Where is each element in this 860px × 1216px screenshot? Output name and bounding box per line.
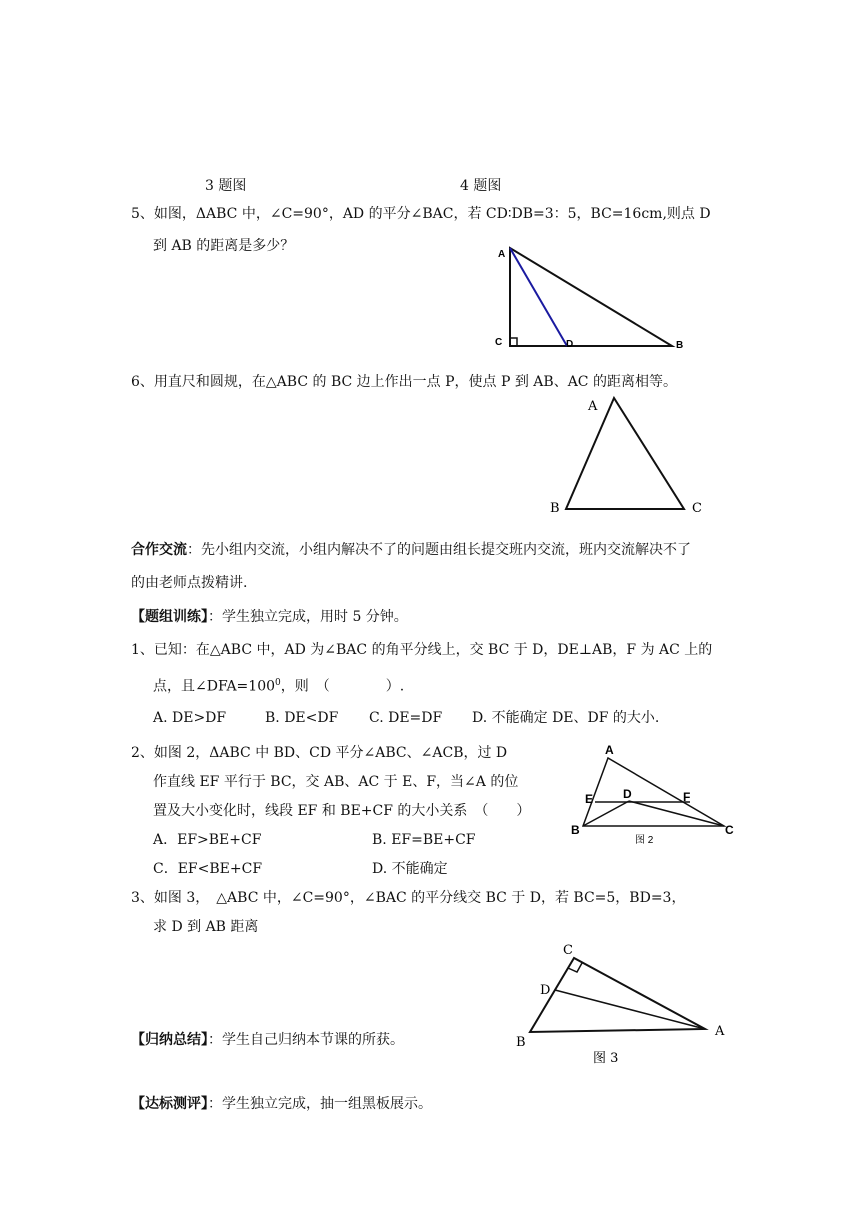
- figure-2-caption: 图 2: [635, 835, 654, 846]
- triangle-abc: [510, 248, 672, 346]
- summary-title: 【归纳总结】: [131, 1032, 208, 1048]
- label-c: C: [563, 943, 573, 958]
- q6-text: 6、用直尺和圆规，在△ABC 的 BC 边上作出一点 P，使点 P 到 AB、AC 的距离相等。: [131, 374, 677, 390]
- label-b: B: [550, 501, 560, 516]
- q5-line-2: 到 AB 的距离是多少？: [153, 238, 295, 254]
- label-a: A: [605, 743, 614, 757]
- g3-line-2: 求 D 到 AB 距离: [153, 919, 259, 935]
- assessment-line: [131, 1094, 432, 1114]
- g2-line-1: 2、如图 2，ΔABC 中 BD、CD 平分∠ABC、∠ACB，过 D: [131, 745, 508, 761]
- g1-line-2-text: 点，且∠DFA=100: [153, 678, 276, 695]
- label-b: B: [676, 340, 684, 351]
- label-d: D: [623, 787, 632, 801]
- cooperate-line-1: [131, 540, 691, 560]
- triangle-abc: [530, 958, 705, 1032]
- label-e: E: [585, 792, 594, 806]
- group-training-line: [131, 607, 408, 627]
- label-a: A: [498, 249, 506, 260]
- figure-2: [565, 740, 745, 852]
- right-angle-mark: [510, 338, 517, 346]
- g1-line-2: [153, 673, 404, 697]
- g1-option-d: D. 不能确定 DE、DF 的大小.: [472, 710, 660, 726]
- g2-option-c: C．EF<BE+CF: [153, 861, 263, 877]
- q5-right-triangle-figure: [490, 240, 690, 355]
- label-a: A: [588, 399, 598, 414]
- triangle-abc: [566, 398, 684, 509]
- g2-option-d: D. 不能确定: [372, 861, 448, 877]
- bisector-ad: [510, 248, 567, 346]
- triangle-abc: [583, 758, 724, 826]
- cooperate-text: ：先小组内交流，小组内解决不了的问题由组长提交班内交流，班内交流解决不了: [187, 542, 691, 558]
- bisector-ad: [555, 990, 705, 1029]
- label-f: F: [683, 790, 691, 804]
- g2-line-3: 置及大小变化时，线段 EF 和 BE+CF 的大小关系 （ ）: [153, 803, 531, 819]
- label-a: A: [715, 1024, 725, 1039]
- g1-line-2-tail: ，则 （ ）.: [280, 678, 405, 695]
- label-c: C: [692, 501, 702, 516]
- g1-option-b: B. DE<DF: [265, 710, 339, 726]
- g1-option-a: A. DE>DF: [153, 710, 227, 726]
- figure-3: [510, 938, 735, 1073]
- group-training-text: ：学生独立完成，用时 5 分钟。: [208, 609, 408, 625]
- figure-3-caption: 图 3: [593, 1051, 619, 1066]
- g1-line-1: 1、已知：在△ABC 中，AD 为∠BAC 的角平分线上，交 BC 于 D，DE⊥AB，F 为 AC 上的: [131, 642, 713, 658]
- label-d: D: [566, 339, 574, 350]
- g2-line-2: 作直线 EF 平行于 BC，交 AB、AC 于 E、F，当∠A 的位: [153, 774, 519, 790]
- summary-line: [131, 1030, 404, 1050]
- caption-figure-3: 3 题图: [205, 178, 247, 194]
- summary-text: ：学生自己归纳本节课的所获。: [208, 1032, 404, 1048]
- g2-option-b: B. EF=BE+CF: [372, 832, 476, 848]
- g2-option-a: A．EF>BE+CF: [153, 832, 262, 848]
- label-b: B: [571, 823, 580, 837]
- label-b: B: [516, 1035, 526, 1050]
- label-c: C: [495, 337, 503, 348]
- cooperate-line-2: 的由老师点拨精讲.: [131, 575, 248, 591]
- segment-cd: [629, 801, 724, 826]
- q5-line-1: 5、如图，ΔABC 中，∠C=90°，AD 的平分∠BAC，若 CD∶DB=3：5，BC=16cm,则点 D: [131, 206, 711, 222]
- g1-degree-sup: 0: [275, 678, 281, 688]
- g3-line-1: 3、如图 3， △ABC 中，∠C=90°，∠BAC 的平分线交 BC 于 D，若 BC=5，BD=3，: [131, 890, 686, 906]
- g1-option-c: C. DE=DF: [369, 710, 443, 726]
- label-d: D: [540, 983, 551, 998]
- caption-figure-4: 4 题图: [460, 178, 502, 194]
- q6-triangle-figure: [540, 392, 720, 522]
- group-training-title: 【题组训练】: [131, 609, 208, 625]
- label-c: C: [725, 823, 734, 837]
- assessment-text: ：学生独立完成，抽一组黑板展示。: [208, 1096, 432, 1112]
- assessment-title: 【达标测评】: [131, 1096, 208, 1112]
- cooperate-title: 合作交流: [131, 542, 187, 558]
